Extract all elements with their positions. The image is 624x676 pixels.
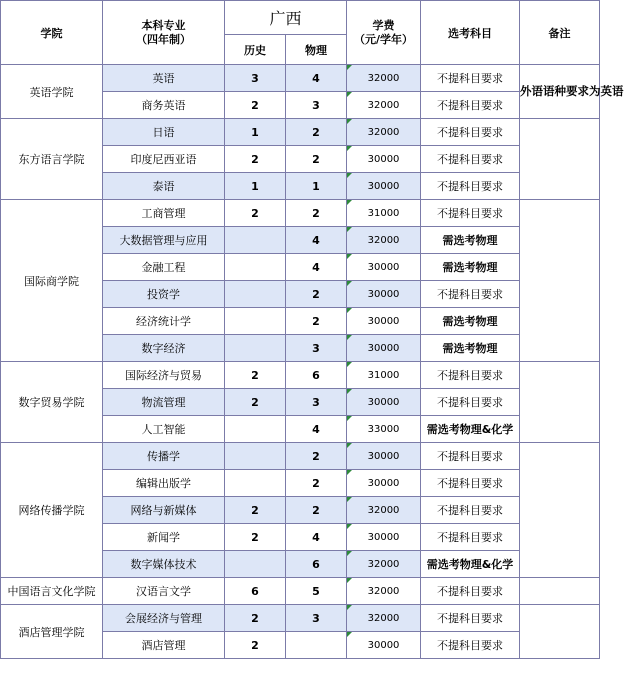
college-name: 数字贸易学院 [1, 362, 103, 443]
comment-marker-icon [347, 335, 352, 340]
subject-requirement [421, 254, 520, 281]
tuition-fee [347, 605, 421, 632]
tuition-fee [347, 173, 421, 200]
subject-requirement-text: 需选考物理 [442, 315, 498, 328]
comment-marker-icon [347, 443, 352, 448]
comment-marker-icon [347, 632, 352, 637]
major-name-text: 英语 [152, 72, 175, 85]
major-name [103, 497, 225, 524]
history-quota [225, 551, 286, 578]
subject-requirement-text: 不提科目要求 [437, 396, 504, 409]
subject-requirement-text: 不提科目要求 [437, 504, 504, 517]
table-row [1, 200, 600, 227]
tuition-fee-text: 32000 [367, 612, 400, 624]
history-quota-text: 1 [251, 179, 259, 193]
subject-requirement-text: 需选考物理&化学 [426, 558, 514, 571]
subject-requirement-text: 不提科目要求 [437, 180, 504, 193]
tuition-fee-text: 30000 [367, 477, 400, 489]
subject-requirement [421, 443, 520, 470]
comment-marker-icon [347, 470, 352, 475]
history-quota-text: 2 [251, 638, 259, 652]
tuition-fee [347, 632, 421, 659]
comment-marker-icon [347, 389, 352, 394]
comment-marker-icon [347, 254, 352, 259]
tuition-fee-text: 30000 [367, 153, 400, 165]
physics-column-header: 物理 [286, 35, 347, 65]
history-quota [225, 200, 286, 227]
history-quota-text: 2 [251, 152, 259, 166]
comment-marker-icon [347, 146, 352, 151]
major-name [103, 200, 225, 227]
subject-requirement [421, 416, 520, 443]
physics-quota [286, 92, 347, 119]
tuition-fee [347, 362, 421, 389]
major-name [103, 308, 225, 335]
tuition-fee [347, 254, 421, 281]
tuition-fee [347, 65, 421, 92]
major-name [103, 389, 225, 416]
comment-marker-icon [347, 200, 352, 205]
major-name-text: 印度尼西亚语 [130, 153, 197, 166]
history-quota [225, 308, 286, 335]
physics-quota-text: 5 [312, 584, 320, 598]
tuition-fee-text: 30000 [367, 531, 400, 543]
history-quota [225, 416, 286, 443]
physics-quota-text: 4 [312, 422, 320, 436]
physics-quota [286, 146, 347, 173]
physics-quota [286, 119, 347, 146]
fee-header-line2: （元/学年） [354, 32, 414, 46]
subject-requirement [421, 173, 520, 200]
major-name [103, 92, 225, 119]
major-name [103, 173, 225, 200]
subject-requirement [421, 227, 520, 254]
major-name [103, 416, 225, 443]
tuition-fee-text: 30000 [367, 288, 400, 300]
comment-marker-icon [347, 173, 352, 178]
subject-requirement [421, 335, 520, 362]
history-quota-text: 2 [251, 611, 259, 625]
major-name-text: 编辑出版学 [136, 477, 191, 490]
physics-quota-text: 4 [312, 71, 320, 85]
subject-requirement-text: 不提科目要求 [437, 585, 504, 598]
comment-marker-icon [347, 281, 352, 286]
major-name-text: 会展经济与管理 [125, 612, 202, 625]
history-quota [225, 443, 286, 470]
remark-cell [520, 119, 600, 200]
subject-requirement-text: 不提科目要求 [437, 126, 504, 139]
comment-marker-icon [347, 119, 352, 124]
tuition-fee [347, 497, 421, 524]
history-quota-text: 1 [251, 125, 259, 139]
remark-cell [520, 578, 600, 605]
physics-quota [286, 173, 347, 200]
history-quota [225, 335, 286, 362]
subject-requirement-text: 不提科目要求 [437, 288, 504, 301]
tuition-fee [347, 416, 421, 443]
major-name [103, 605, 225, 632]
subject-requirement [421, 605, 520, 632]
tuition-fee-text: 32000 [367, 504, 400, 516]
college-name: 英语学院 [1, 65, 103, 119]
physics-quota-text: 3 [312, 341, 320, 355]
physics-quota [286, 65, 347, 92]
physics-quota [286, 416, 347, 443]
physics-quota [286, 308, 347, 335]
major-name [103, 146, 225, 173]
history-quota [225, 254, 286, 281]
history-quota-text: 2 [251, 368, 259, 382]
subject-requirement [421, 524, 520, 551]
table-body [1, 65, 624, 659]
physics-quota-text: 2 [312, 152, 320, 166]
history-quota-text: 2 [251, 395, 259, 409]
subject-requirement-text: 不提科目要求 [437, 450, 504, 463]
physics-quota-text: 1 [312, 179, 320, 193]
tuition-fee-text: 32000 [367, 99, 400, 111]
subject-requirement [421, 470, 520, 497]
major-name [103, 551, 225, 578]
physics-quota [286, 281, 347, 308]
major-name-text: 数字媒体技术 [130, 558, 197, 571]
subject-requirement [421, 65, 520, 92]
major-name [103, 281, 225, 308]
major-name-text: 酒店管理 [141, 639, 186, 652]
major-name-text: 金融工程 [141, 261, 186, 274]
history-quota [225, 146, 286, 173]
history-quota-text: 2 [251, 206, 259, 220]
comment-marker-icon [347, 362, 352, 367]
history-quota [225, 362, 286, 389]
major-name-text: 工商管理 [141, 207, 186, 220]
major-name-text: 投资学 [147, 288, 180, 301]
physics-quota-text: 2 [312, 125, 320, 139]
physics-quota-text: 2 [312, 206, 320, 220]
table-row [1, 605, 600, 632]
subject-requirement [421, 551, 520, 578]
tuition-fee [347, 281, 421, 308]
physics-quota-text: 6 [312, 368, 320, 382]
remark-cell [520, 200, 600, 362]
comment-marker-icon [347, 497, 352, 502]
major-name [103, 470, 225, 497]
physics-quota-text: 4 [312, 260, 320, 274]
major-name [103, 119, 225, 146]
physics-quota-text: 4 [312, 233, 320, 247]
physics-quota [286, 605, 347, 632]
subject-requirement [421, 119, 520, 146]
college-name: 东方语言学院 [1, 119, 103, 200]
physics-quota [286, 443, 347, 470]
subject-requirement [421, 146, 520, 173]
physics-quota [286, 470, 347, 497]
history-quota [225, 281, 286, 308]
physics-quota [286, 497, 347, 524]
history-quota [225, 497, 286, 524]
history-quota-text: 2 [251, 503, 259, 517]
subject-requirement-text: 不提科目要求 [437, 639, 504, 652]
tuition-fee [347, 335, 421, 362]
history-quota-text: 2 [251, 98, 259, 112]
subject-requirement [421, 362, 520, 389]
tuition-fee [347, 308, 421, 335]
major-name-text: 泰语 [152, 180, 175, 193]
history-quota [225, 605, 286, 632]
major-name-text: 大数据管理与应用 [119, 234, 208, 247]
history-quota [225, 632, 286, 659]
history-quota [225, 470, 286, 497]
subject-requirement [421, 632, 520, 659]
tuition-fee-text: 30000 [367, 396, 400, 408]
physics-quota-text: 3 [312, 395, 320, 409]
comment-marker-icon [347, 524, 352, 529]
major-name-text: 传播学 [147, 450, 180, 463]
subject-requirement-text: 不提科目要求 [437, 477, 504, 490]
major-name-text: 网络与新媒体 [130, 504, 197, 517]
major-name-text: 经济统计学 [136, 315, 191, 328]
physics-quota [286, 335, 347, 362]
remark-cell [520, 443, 600, 578]
tuition-fee [347, 470, 421, 497]
physics-quota-text: 2 [312, 314, 320, 328]
subject-requirement-text: 需选考物理 [442, 234, 498, 247]
major-name [103, 227, 225, 254]
tuition-fee-text: 30000 [367, 180, 400, 192]
tuition-fee-text: 32000 [367, 72, 400, 84]
tuition-fee-text: 32000 [367, 558, 400, 570]
comment-marker-icon [347, 92, 352, 97]
tuition-fee-text: 31000 [367, 207, 400, 219]
comment-marker-icon [347, 65, 352, 70]
table-row [1, 362, 600, 389]
major-name [103, 362, 225, 389]
table-row [1, 443, 600, 470]
history-quota [225, 119, 286, 146]
remark-column-header: 备注 [520, 1, 600, 65]
history-quota [225, 389, 286, 416]
fee-column-header [347, 1, 421, 65]
tuition-fee-text: 30000 [367, 639, 400, 651]
tuition-fee [347, 389, 421, 416]
history-quota [225, 227, 286, 254]
major-name-text: 物流管理 [141, 396, 186, 409]
subject-requirement [421, 281, 520, 308]
tuition-fee-text: 32000 [367, 585, 400, 597]
remark-cell: 外语语种要求为英语 [520, 65, 600, 119]
subject-requirement [421, 497, 520, 524]
comment-marker-icon [347, 605, 352, 610]
table-row [1, 578, 600, 605]
physics-quota [286, 524, 347, 551]
subject-requirement-text: 不提科目要求 [437, 531, 504, 544]
physics-quota [286, 200, 347, 227]
tuition-fee [347, 200, 421, 227]
fee-header-line1: 学费 [372, 18, 395, 32]
physics-quota [286, 578, 347, 605]
physics-quota [286, 227, 347, 254]
table-row [1, 65, 600, 92]
subject-requirement-text: 不提科目要求 [437, 72, 504, 85]
major-name [103, 524, 225, 551]
college-name: 国际商学院 [1, 200, 103, 362]
physics-quota-text: 6 [312, 557, 320, 571]
comment-marker-icon [347, 416, 352, 421]
major-name-text: 国际经济与贸易 [125, 369, 202, 382]
physics-quota-text: 2 [312, 449, 320, 463]
tuition-fee-text: 30000 [367, 342, 400, 354]
comment-marker-icon [347, 227, 352, 232]
subject-requirement-text: 不提科目要求 [437, 153, 504, 166]
tuition-fee [347, 92, 421, 119]
history-quota [225, 65, 286, 92]
remark-cell [520, 605, 600, 659]
major-name-text: 新闻学 [147, 531, 180, 544]
history-quota-text: 3 [251, 71, 259, 85]
major-name-text: 汉语言文学 [136, 585, 191, 598]
physics-quota [286, 254, 347, 281]
major-column-header [103, 1, 225, 65]
major-name [103, 443, 225, 470]
history-quota-text: 6 [251, 584, 259, 598]
history-quota-text: 2 [251, 530, 259, 544]
major-name-text: 商务英语 [141, 99, 186, 112]
tuition-fee-text: 32000 [367, 234, 400, 246]
comment-marker-icon [347, 578, 352, 583]
subject-requirement [421, 308, 520, 335]
physics-quota-text: 3 [312, 98, 320, 112]
major-name [103, 254, 225, 281]
tuition-fee-text: 30000 [367, 315, 400, 327]
physics-quota [286, 551, 347, 578]
major-name [103, 335, 225, 362]
tuition-fee-text: 33000 [367, 423, 400, 435]
history-quota [225, 524, 286, 551]
physics-quota [286, 389, 347, 416]
major-name-text: 日语 [152, 126, 175, 139]
major-name [103, 65, 225, 92]
tuition-fee [347, 146, 421, 173]
major-name [103, 578, 225, 605]
subject-requirement [421, 92, 520, 119]
tuition-fee [347, 119, 421, 146]
subject-column-header: 选考科目 [421, 1, 520, 65]
tuition-fee [347, 578, 421, 605]
subject-requirement-text: 需选考物理&化学 [426, 423, 514, 436]
college-name: 网络传播学院 [1, 443, 103, 578]
table-row [1, 119, 600, 146]
subject-requirement-text: 不提科目要求 [437, 612, 504, 625]
tuition-fee [347, 551, 421, 578]
subject-requirement-text: 不提科目要求 [437, 369, 504, 382]
major-name-text: 数字经济 [141, 342, 186, 355]
subject-requirement [421, 200, 520, 227]
history-quota [225, 173, 286, 200]
physics-quota-text: 2 [312, 287, 320, 301]
comment-marker-icon [347, 308, 352, 313]
major-name [103, 632, 225, 659]
comment-marker-icon [347, 551, 352, 556]
physics-quota-text: 3 [312, 611, 320, 625]
subject-requirement-text: 不提科目要求 [437, 207, 504, 220]
remark-cell [520, 362, 600, 443]
physics-quota-text: 2 [312, 476, 320, 490]
tuition-fee-text: 32000 [367, 126, 400, 138]
tuition-fee [347, 524, 421, 551]
province-header: 广西 [225, 1, 347, 35]
tuition-fee-text: 31000 [367, 369, 400, 381]
major-name-text: 人工智能 [141, 423, 186, 436]
subject-requirement-text: 需选考物理 [442, 342, 498, 355]
tuition-fee-text: 30000 [367, 261, 400, 273]
history-column-header: 历史 [225, 35, 286, 65]
major-header-line2: （四年制） [136, 32, 191, 46]
physics-quota [286, 632, 347, 659]
physics-quota-text: 2 [312, 503, 320, 517]
physics-quota-text: 4 [312, 530, 320, 544]
subject-requirement [421, 578, 520, 605]
tuition-fee [347, 443, 421, 470]
physics-quota [286, 362, 347, 389]
subject-requirement [421, 389, 520, 416]
college-name: 中国语言文化学院 [1, 578, 103, 605]
major-header-line1: 本科专业 [141, 18, 186, 32]
history-quota [225, 578, 286, 605]
college-name: 酒店管理学院 [1, 605, 103, 659]
college-column-header: 学院 [1, 1, 103, 65]
tuition-fee-text: 30000 [367, 450, 400, 462]
subject-requirement-text: 需选考物理 [442, 261, 498, 274]
history-quota [225, 92, 286, 119]
tuition-fee [347, 227, 421, 254]
subject-requirement-text: 不提科目要求 [437, 99, 504, 112]
